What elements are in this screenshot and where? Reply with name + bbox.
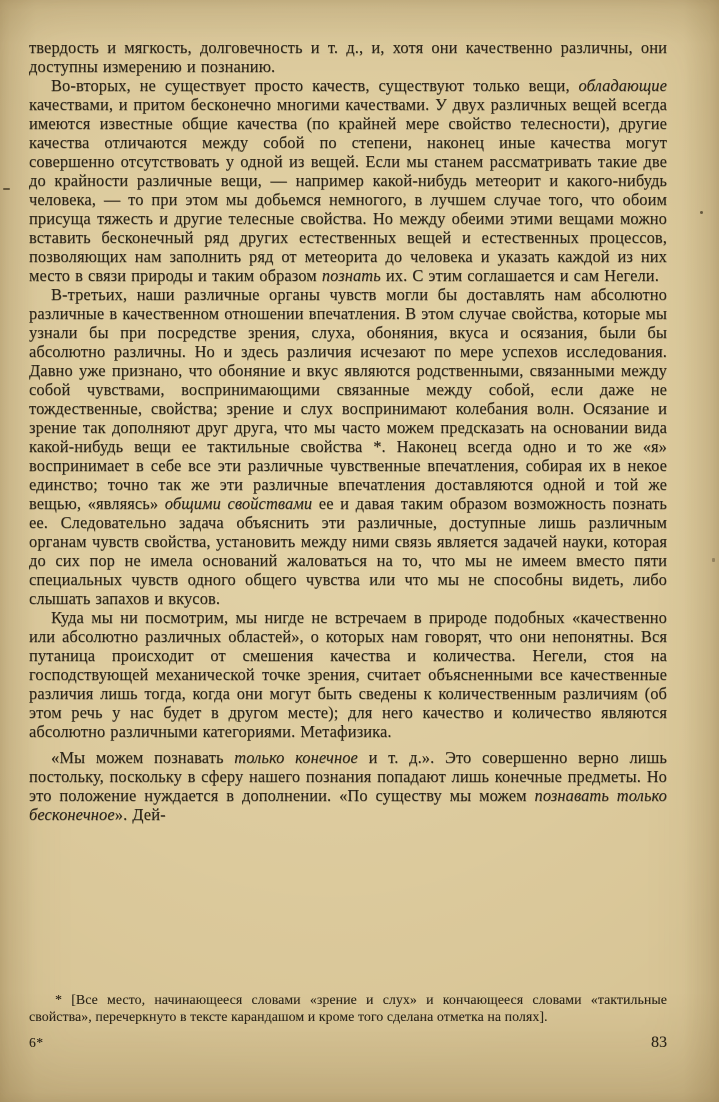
body-text: Куда мы ни посмотрим, мы нигде не встречаем в природе подобных «качественно или абсолютно различных областей», о которых нам говорят, что они непонятны. Вся путаница происходит от смешения качества и количества. Негели, стоя на господствующей механической точке зрения, считает объясненными все качественные различия лишь тогда, когда они могут быть сведены к количественным различиям (об этом речь у нас будет в другом месте); для него качество и количество являются абсолютно различными категориями. Метафизика.: [29, 608, 667, 741]
page-number: 83: [651, 1034, 667, 1051]
body-text: Во-вторых, не существует просто качеств, существуют только вещи,: [51, 76, 579, 95]
page-footer: [29, 1034, 667, 1052]
emphasis-text: обладающие: [578, 76, 667, 95]
emphasis-text: познавать только бесконечное: [29, 786, 667, 824]
body-text: В-третьих, наши различные органы чувств могли бы доставлять нам абсолютно различные в качественном отношении впечатления. В этом случае свойства, которые мы узнали бы при посредстве зрения, слуха, обоняния, вкуса и осязания, были бы абсолютно различны. Но и здесь различия исчезают по мере успехов исследования. Давно уже признано, что обоняние и вкус являются родственными, связанными между собой чувствами, воспринимающими связанные между собой, если даже не тождественные, свойства; зрение и слух воспринимают колебания волн. Осязание и зрение так дополняют друг друга, что мы часто можем предсказать на основании вида какой-нибудь вещи ее тактильные свойства *. Наконец всегда одно и то же «я» воспринимает в себе все эти различные чувственные впечатления, собирая их в некое единство; точно так же эти различные впечатления доставляются одной и той же вещью, «являясь»: [29, 285, 667, 513]
body-text: ее и давая таким образом возможность познать ее. Следовательно задача объяснить эти различные, доступные лишь различным органам чувств свойства, установить между ними связь является задачей науки, которая до сих пор не имела оснований жаловаться на то, что мы не имеем вместо пяти специальных чувств одного общего чувства или что мы не способны видеть, либо слышать запахов и вкусов.: [29, 494, 667, 608]
scan-speck: [700, 211, 703, 214]
emphasis-text: только конечное: [234, 748, 358, 767]
paragraph: [29, 748, 667, 824]
paragraph: [29, 285, 667, 608]
body-text: и т. д.». Это совершенно верно лишь постольку, поскольку в сферу нашего познания попадают лишь конечные предметы. Но это положение нуждается в дополнении. «По существу мы можем: [29, 748, 667, 805]
paragraph: [29, 608, 667, 741]
body-text: их. С этим соглашается и сам Негели.: [380, 266, 659, 285]
scan-speck: [712, 558, 715, 562]
body-text: ». Дей-: [114, 805, 166, 824]
paragraph: [29, 76, 667, 285]
body-text: «Мы можем познавать: [51, 748, 235, 767]
emphasis-text: общими свойствами: [164, 494, 313, 513]
body-text: твердость и мягкость, долговечность и т. д., и, хотя они качественно различны, они доступны измерению и познанию.: [29, 38, 667, 76]
scan-speck: [3, 188, 10, 190]
paragraph: [29, 38, 667, 76]
footnote: * [Все место, начинающееся словами «зрение и слух» и кончающееся словами «тактильные свойства», перечеркнуто в тексте карандашом и кроме того сделана отметка на полях].: [29, 992, 667, 1025]
emphasis-text: познать: [321, 266, 381, 285]
text-block: [29, 38, 667, 824]
signature-mark: 6*: [29, 1035, 44, 1050]
body-text: качествами, и притом бесконечно многими качествами. У двух различных вещей всегда имеются известные общие качества (по крайней мере свойство телесности), другие качества отличаются между собой по степени, наконец иные качества могут совершенно отсутствовать у одной из вещей. Если мы станем рассматривать такие две до крайности различные вещи, — например какой-нибудь метеорит и какого-нибудь человека, — то при этом мы добьемся немногого, в лучшем случае того, что обоим присуща тяжесть и другие телесные свойства. Но между обеими этими вещами можно вставить бесконечный ряд других естественных вещей и естественных процессов, позволяющих нам заполнить ряд от метеорита до человека и указать каждой из них место в связи природы и таким образом: [29, 95, 667, 285]
